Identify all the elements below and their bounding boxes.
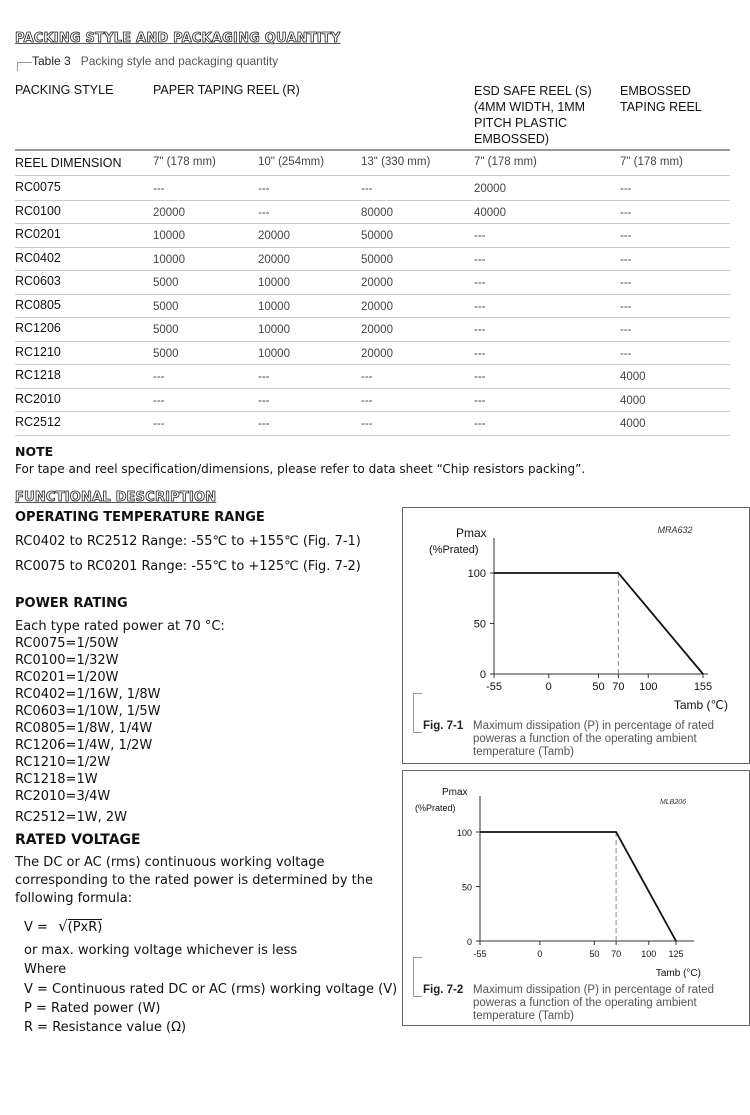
row-value: ---: [620, 183, 632, 195]
power-rating-line: RC0402=1/16W, 1/8W: [15, 687, 161, 702]
row-value: 5000: [153, 324, 179, 336]
x-axis-label: Tamb (℃): [673, 698, 728, 712]
row-divider: [15, 341, 730, 342]
row-value: 20000: [361, 277, 393, 289]
row-divider: [15, 388, 730, 389]
row-value: ---: [361, 418, 373, 430]
y-axis-sublabel: (%Prated): [429, 544, 479, 556]
power-rating-line: RC1206=1/4W, 1/2W: [15, 738, 153, 753]
row-divider: [15, 175, 730, 176]
power-rating-line: RC0100=1/32W: [15, 653, 119, 668]
row-divider: [15, 435, 730, 436]
row-type: RC2512: [15, 415, 61, 429]
row-value: ---: [474, 324, 486, 336]
row-value: 50000: [361, 230, 393, 242]
caption-line: poweras a function of the operating ambient: [473, 733, 697, 745]
row-type: RC1206: [15, 321, 61, 335]
x-tick-label: 50: [589, 949, 600, 959]
power-rating-line: RC2512=1W, 2W: [15, 810, 127, 825]
row-value: 5000: [153, 347, 179, 360]
y-axis-label: Pmax: [456, 526, 487, 540]
packing-heading: PACKING STYLE AND PACKAGING QUANTITY: [15, 31, 341, 46]
op-temp-line: RC0075 to RC0201 Range: -55℃ to +125℃ (Fig. 7-2): [15, 559, 361, 574]
row-type: RC1210: [15, 344, 61, 359]
x-tick-label: 50: [592, 681, 605, 693]
chart-code: MLB206: [659, 799, 687, 806]
table-caption-bracket: [17, 62, 32, 71]
esd-line: PITCH PLASTIC: [474, 116, 568, 130]
reel-dimension-value: 7" (178 mm): [474, 156, 537, 168]
row-value: ---: [258, 394, 270, 407]
para-line: The DC or AC (rms) continuous working voltage: [15, 855, 325, 870]
x-tick-label: 0: [537, 949, 543, 959]
op-temp-line: RC0402 to RC2512 Range: -55℃ to +155℃ (Fig. 7-1): [15, 534, 361, 549]
power-rating-line: RC0075=1/50W: [15, 636, 119, 651]
row-value: ---: [620, 206, 632, 219]
voltage-definitions: [24, 941, 397, 1037]
row-type: RC0100: [15, 203, 61, 218]
row-type: RC0805: [15, 297, 61, 312]
y-axis-sublabel: (%Prated): [415, 803, 456, 813]
op-temp-title: OPERATING TEMPERATURE RANGE: [15, 510, 265, 525]
row-value: ---: [361, 371, 373, 383]
para-line: following formula:: [15, 891, 133, 906]
x-tick-label: 100: [641, 949, 657, 959]
row-value: 4000: [620, 418, 646, 430]
row-divider: [15, 364, 730, 365]
row-value: 20000: [361, 300, 393, 313]
power-title: POWER RATING: [15, 596, 128, 611]
caption-line: Maximum dissipation (P) in percentage of rated: [473, 984, 714, 996]
def-line: P = Rated power (W): [24, 1000, 161, 1016]
row-value: 20000: [153, 206, 185, 219]
row-type: RC2010: [15, 391, 61, 406]
caption-label: [423, 720, 463, 733]
x-axis-label: Tamb (°C): [655, 968, 701, 979]
row-value: 20000: [258, 230, 290, 242]
row-value: 5000: [153, 277, 179, 289]
power-rating-line: RC0805=1/8W, 1/4W: [15, 721, 153, 736]
caption-bracket: [413, 693, 422, 733]
power-rating-line: RC2010=3/4W: [15, 789, 111, 804]
figure-7-1: [402, 507, 750, 764]
x-tick-label: -55: [473, 949, 487, 959]
row-value: 20000: [474, 183, 506, 195]
x-tick-label: 155: [693, 681, 713, 693]
row-type: RC0075: [15, 180, 61, 194]
row-value: 10000: [153, 230, 185, 242]
row-type: RC0603: [15, 274, 61, 288]
note-text: For tape and reel specification/dimensions, please refer to data sheet “Chip resistors packing”.: [15, 462, 586, 476]
formula-radicand: (PxR): [67, 920, 103, 935]
power-rating-line: RC1210=1/2W: [15, 755, 111, 770]
derating-line: [480, 832, 676, 941]
x-tick-label: -55: [486, 681, 502, 693]
y-tick-label: 100: [456, 828, 472, 838]
formula: [24, 917, 102, 935]
chart-code: MRA632: [657, 525, 693, 535]
row-value: ---: [474, 371, 486, 383]
functional-heading: FUNCTIONAL DESCRIPTION: [15, 490, 217, 505]
fig-label: Fig. 7-2: [423, 984, 464, 996]
voltage-paragraph: [15, 854, 373, 908]
row-value: ---: [474, 394, 486, 407]
row-divider: [15, 294, 730, 295]
row-value: 20000: [361, 347, 393, 360]
col-header-packing-style: PACKING STYLE: [15, 83, 114, 97]
def-line: or max. working voltage whichever is less: [24, 943, 298, 958]
header-divider: [15, 149, 730, 151]
row-value: ---: [474, 253, 486, 266]
power-intro: Each type rated power at 70 °C:: [15, 619, 225, 634]
row-type: RC0201: [15, 227, 61, 241]
row-value: 5000: [153, 300, 179, 313]
figure-caption: [473, 720, 714, 759]
embossed-line: TAPING REEL: [620, 100, 702, 114]
reel-dimension-label: REEL DIMENSION: [15, 156, 122, 170]
row-value: ---: [153, 183, 165, 195]
row-divider: [15, 270, 730, 271]
row-value: ---: [258, 371, 270, 383]
col-header-paper: PAPER TAPING REEL (R): [153, 83, 300, 97]
derating-chart-1: [403, 508, 749, 712]
row-value: ---: [620, 253, 632, 266]
row-value: 20000: [361, 324, 393, 336]
row-value: 10000: [258, 324, 290, 336]
power-rating-line: RC1218=1W: [15, 772, 98, 787]
voltage-title: RATED VOLTAGE: [15, 832, 141, 848]
def-line: Where: [24, 962, 67, 978]
caption-line: temperature (Tamb): [473, 746, 574, 758]
table-caption-text: Packing style and packaging quantity: [80, 54, 279, 68]
row-value: 50000: [361, 253, 393, 266]
table-caption: [32, 54, 278, 68]
row-value: 4000: [620, 394, 646, 407]
figure-caption: [473, 984, 714, 1023]
sqrt-icon: √: [58, 917, 68, 935]
derating-chart-2: [403, 771, 749, 979]
y-tick-label: 100: [467, 568, 486, 580]
derating-line: [494, 573, 703, 674]
row-value: 4000: [620, 371, 646, 383]
row-value: 40000: [474, 206, 506, 219]
row-value: ---: [361, 394, 373, 407]
caption-line: poweras a function of the operating ambient: [473, 997, 697, 1009]
col-header-embossed: [620, 83, 702, 115]
y-tick-label: 0: [479, 669, 486, 681]
power-rating-line: RC0603=1/10W, 1/5W: [15, 704, 161, 719]
reel-dimension-value: 7" (178 mm): [620, 156, 683, 168]
formula-lhs: V =: [24, 920, 48, 935]
row-value: 10000: [153, 253, 185, 266]
row-value: ---: [153, 394, 165, 407]
row-divider: [15, 247, 730, 248]
row-value: ---: [258, 183, 270, 195]
row-value: 80000: [361, 206, 393, 219]
fig-label: Fig. 7-1: [423, 720, 464, 732]
embossed-line: EMBOSSED: [620, 84, 691, 98]
row-value: ---: [474, 300, 486, 313]
row-value: ---: [620, 277, 632, 289]
row-value: ---: [153, 371, 165, 383]
row-value: 10000: [258, 277, 290, 289]
caption-bracket: [413, 957, 422, 997]
row-value: ---: [258, 418, 270, 430]
y-tick-label: 50: [461, 882, 472, 893]
row-value: 20000: [258, 253, 290, 266]
row-divider: [15, 200, 730, 201]
col-header-esd: [474, 83, 592, 147]
caption-line: Maximum dissipation (P) in percentage of rated: [473, 720, 714, 732]
reel-dimension-value: 10" (254mm): [258, 156, 325, 168]
x-tick-label: 125: [668, 949, 684, 959]
row-divider: [15, 223, 730, 224]
row-value: 10000: [258, 347, 290, 360]
figure-7-2: [402, 770, 750, 1026]
row-type: RC1218: [15, 368, 61, 382]
x-tick-label: 70: [612, 681, 625, 693]
power-rating-line: RC0201=1/20W: [15, 670, 119, 685]
row-value: ---: [474, 347, 486, 360]
x-tick-label: 100: [639, 681, 658, 693]
caption-label: [423, 984, 463, 997]
row-divider: [15, 317, 730, 318]
row-value: ---: [620, 230, 632, 242]
row-value: ---: [361, 183, 373, 195]
reel-dimension-value: 7" (178 mm): [153, 156, 216, 168]
reel-dimension-value: 13" (330 mm): [361, 156, 431, 168]
x-tick-label: 0: [545, 681, 552, 693]
row-value: ---: [474, 277, 486, 289]
y-tick-label: 0: [466, 937, 472, 947]
note-title: NOTE: [15, 444, 54, 459]
esd-line: ESD SAFE REEL (S): [474, 84, 592, 98]
caption-line: temperature (Tamb): [473, 1010, 574, 1022]
row-value: ---: [474, 418, 486, 430]
row-value: ---: [620, 347, 632, 360]
x-tick-label: 70: [611, 949, 622, 959]
esd-line: EMBOSSED): [474, 132, 550, 146]
para-line: corresponding to the rated power is determined by the: [15, 873, 374, 888]
table-label: Table 3: [32, 54, 71, 68]
y-tick-label: 50: [473, 618, 486, 631]
row-type: RC0402: [15, 250, 61, 265]
row-value: ---: [620, 300, 632, 313]
def-line: R = Resistance value (Ω): [24, 1020, 187, 1036]
row-value: ---: [258, 206, 270, 219]
def-line: V = Continuous rated DC or AC (rms) working voltage (V): [24, 981, 398, 997]
row-divider: [15, 411, 730, 412]
row-value: 10000: [258, 300, 290, 313]
row-value: ---: [620, 324, 632, 336]
esd-line: (4MM WIDTH, 1MM: [474, 100, 586, 114]
row-value: ---: [153, 418, 165, 430]
y-axis-label: Pmax: [442, 787, 468, 798]
row-value: ---: [474, 230, 486, 242]
